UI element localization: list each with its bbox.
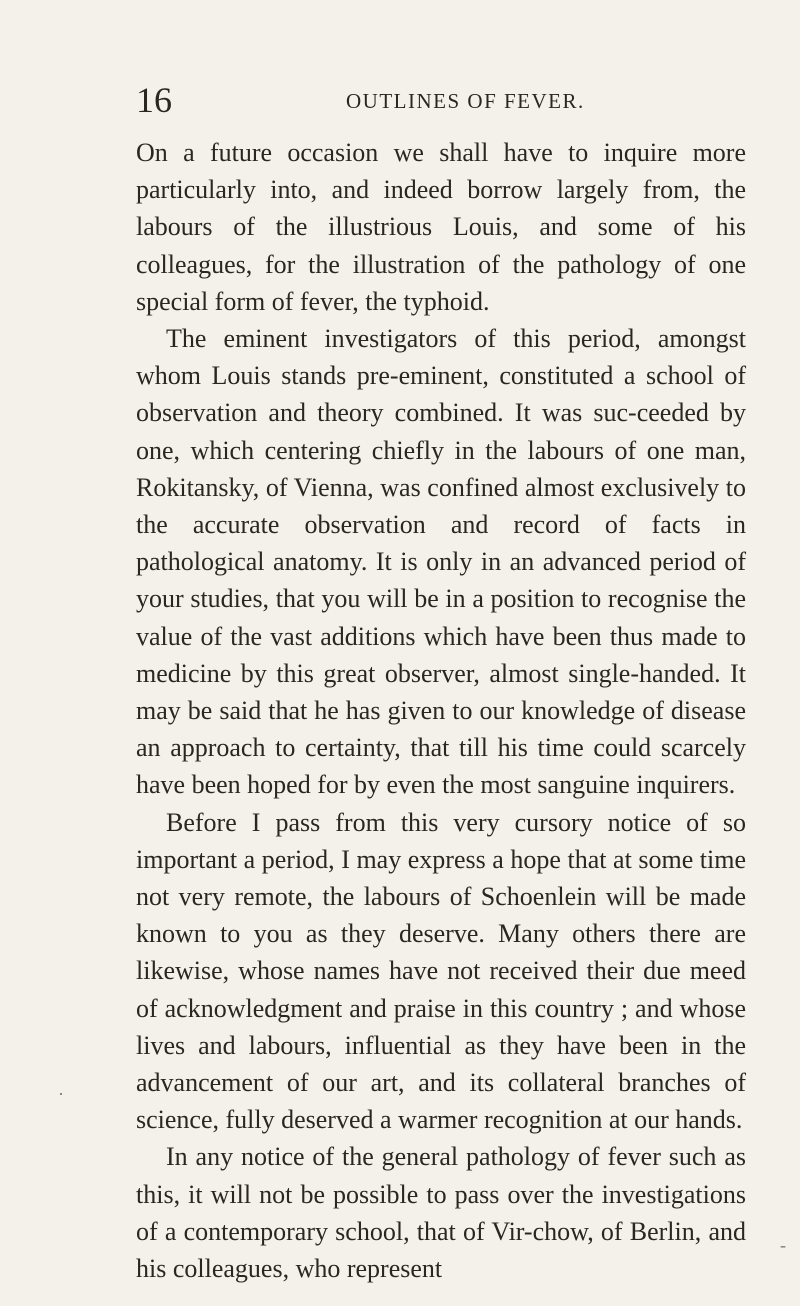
margin-mark: - [780, 1235, 786, 1255]
paragraph-4: In any notice of the general pathology of fever such as this, it will not be possible to pass over the investigations of a contemporary school, that of Vir-chow, of Berlin, and his colleagues, who represent [136, 1142, 746, 1284]
body-text [136, 134, 746, 1287]
running-title: OUTLINES OF FEVER. [346, 89, 585, 113]
margin-mark: · [58, 1084, 64, 1104]
paragraph-3: Before I pass from this very cursory notice of so important a period, I may express a hope that at some time not very remote, the labours of Schoenlein will be made known to you as they deserve. Many others there are likewise, whose names have not received their due meed of acknowledgment and praise in this country ; and whose lives and labours, influential as they have been in the advancement of our art, and its collateral branches of science, fully deserved a warmer recognition at our hands. [136, 807, 746, 1135]
paragraph-1: On a future occasion we shall have to inquire more particularly into, and indeed borrow largely from, the labours of the illustrious Louis, and some of his colleagues, for the illustration of the pathology of one special form of fever, the typhoid. [136, 138, 746, 316]
running-head [136, 78, 744, 122]
page-number: 16 [136, 80, 172, 120]
paragraph-2: The eminent investigators of this period, amongst whom Louis stands pre-eminent, constituted a school of observation and theory combined. It was suc-ceeded by one, which centering chiefly in the labours of one man, Rokitansky, of Vienna, was confined almost exclusively to the accurate observation and record of facts in pathological anatomy. It is only in an advanced period of your studies, that you will be in a position to recognise the value of the vast additions which have been thus made to medicine by this great observer, almost single-handed. It may be said that he has given to our knowledge of disease an approach to certainty, that till his time could scarcely have been hoped for by even the most sanguine inquirers. [136, 324, 746, 800]
